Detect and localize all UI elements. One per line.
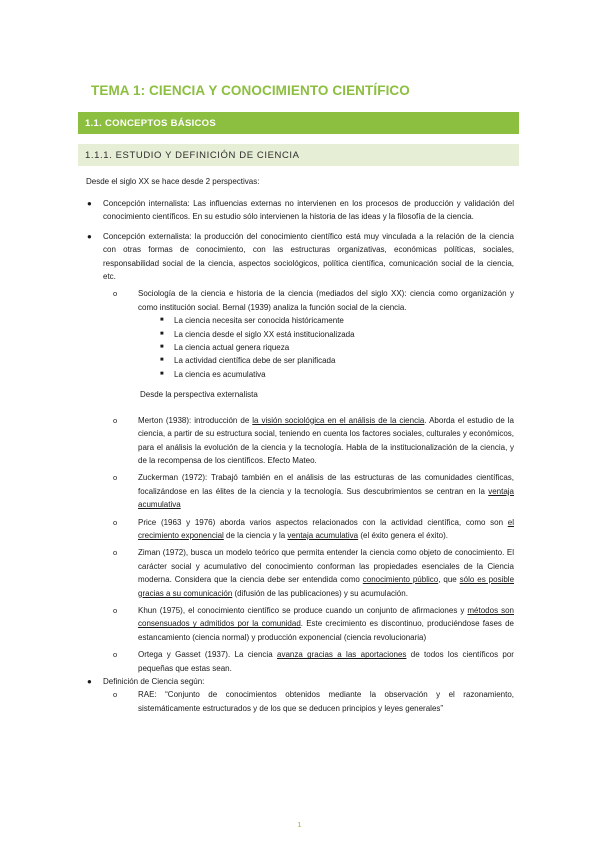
subsection-heading: 1.1.1. ESTUDIO Y DEFINICIÓN DE CIENCIA <box>78 144 519 166</box>
page-number: 1 <box>297 820 302 829</box>
list-item-sub: ■ La ciencia es acumulativa <box>86 368 514 381</box>
bullet-dot-icon: ● <box>87 231 92 241</box>
perspectiva-heading: Desde la perspectiva externalista <box>140 390 258 400</box>
list-item-definicion: ● Definición de Ciencia según: <box>86 675 514 688</box>
bullet-square-icon: ■ <box>160 344 164 351</box>
list-item-sub: ■ La ciencia desde el siglo XX está institucionalizada <box>86 328 514 341</box>
list-item-sociologia: o Sociología de la ciencia e historia de la ciencia (mediados del siglo XX): ciencia como organización y como institución social. Bernal (1939) analiza la función social de la ciencia. <box>113 289 514 312</box>
list-item-sub: ■ La ciencia actual genera riqueza <box>86 341 514 354</box>
bullet-square-icon: ■ <box>160 330 164 337</box>
bullet-square-icon: ■ <box>160 317 164 324</box>
page-title: TEMA 1: CIENCIA Y CONOCIMIENTO CIENTÍFICO <box>91 83 410 98</box>
bullet-circle-icon: o <box>113 517 118 527</box>
list-item-ortega: o Ortega y Gasset (1937). La ciencia avanza gracias a las aportaciones de todos los científicos por pequeñas que estas sean. <box>113 650 514 673</box>
bullet-circle-icon: o <box>113 415 118 425</box>
list-item-rae: o RAE: “Conjunto de conocimientos obtenidos mediante la observación y el razonamiento, sistemáticamente estructurados y de los que se deducen principios y leyes generales” <box>113 690 514 713</box>
content-body <box>86 197 514 715</box>
list-item-khun: o Khun (1975), el conocimiento científico se produce cuando un conjunto de afirmaciones y métodos son consensuados y admitidos por la comunidad. Este crecimiento es discontinuo, produciéndose fases de estancamiento (ciencia normal) y producción exponencial (ciencia revolucionaria) <box>113 605 515 642</box>
bullet-circle-icon: o <box>113 690 118 700</box>
bullet-square-icon: ■ <box>160 357 164 364</box>
list-item-sub: ■ La actividad científica debe de ser planificada <box>86 354 514 367</box>
bullet-circle-icon: o <box>113 289 118 299</box>
bullet-circle-icon: o <box>113 548 118 558</box>
bullet-dot-icon: ● <box>87 677 92 686</box>
list-item-externalista: ● Concepción externalista: la producción del conocimiento científico está muy vinculada a la relación de la ciencia con otras formas de conocimiento, con las estructuras organizativas, económicas políticas, sociales, responsabilidad social de la ciencia, aspectos sociológicos, política científica, comunicación social de la ciencia, etc. <box>87 231 514 282</box>
list-item-ziman: o Ziman (1972), busca un modelo teórico que permita entender la ciencia como objeto de conocimiento. El carácter social y acumulativo del conocimiento conforman las propiedades esenciales de la Ciencia moderna. Considera que la ciencia debe ser entendida como conocimiento público, que sólo es posible gracias a su comunicación (difusión de las publicaciones) y su acumulación. <box>113 548 515 598</box>
intro-text: Desde el siglo XX se hace desde 2 perspectivas: <box>86 177 260 186</box>
list-item-merton: o Merton (1938): introducción de la visión sociológica en el análisis de la ciencia. Aborda el estudio de la ciencia, a partir de su estructura social, teniendo en cuenta los factores sociales, culturales y económicos, para el análisis la evolución de la ciencia y la tecnología. Habla de la institucionalización de la ciencia, y de la recompensa de los científicos. Efecto Mateo. <box>113 415 515 465</box>
bullet-square-icon: ■ <box>160 370 164 377</box>
list-item-sub: ■ La ciencia necesita ser conocida históricamente <box>86 314 514 327</box>
bullet-circle-icon: o <box>113 650 118 660</box>
list-item-internalista: ● Concepción internalista: Las influencias externas no intervienen en los procesos de producción y validación del conocimiento científicos. En su estudio sólo intervienen la historia de las ideas y la filosofía de la ciencia. <box>87 199 514 222</box>
bullet-dot-icon: ● <box>87 199 92 208</box>
section-heading: 1.1. CONCEPTOS BÁSICOS <box>78 112 519 134</box>
bullet-circle-icon: o <box>113 605 118 615</box>
list-item-price: o Price (1963 y 1976) aborda varios aspectos relacionados con la actividad científica, como son el crecimiento exponencial de la ciencia y la ventaja acumulativa (el éxito genera el éxito). <box>113 517 514 540</box>
list-item-zuckerman: o Zuckerman (1972): Trabajó también en el análisis de las estructuras de las comunidades científicas, focalizándose en las élites de la ciencia y la tecnología. Sus descubrimientos se centran en la ventaja acumulativa <box>113 473 514 510</box>
bullet-circle-icon: o <box>113 473 118 483</box>
